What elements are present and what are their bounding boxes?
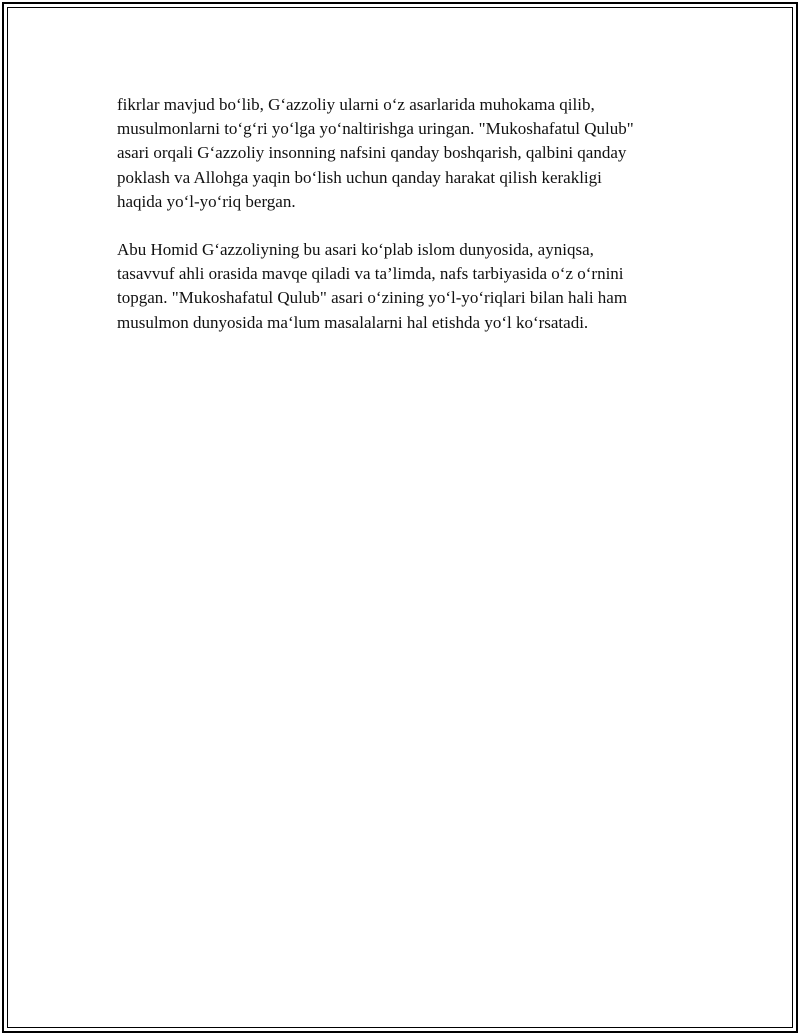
text-line: haqida yo‘l-yo‘riq bergan. xyxy=(117,191,296,211)
paragraph-2 xyxy=(117,238,677,335)
text-line: musulmon dunyosida ma‘lum masalalarni hal etishda yo‘l ko‘rsatadi. xyxy=(117,312,589,332)
document-body xyxy=(117,93,677,359)
text-line: asari orqali G‘azzoliy insonning nafsini qanday boshqarish, qalbini qanday xyxy=(117,143,627,163)
text-line: tasavvuf ahli orasida mavqe qiladi va ta’limda, nafs tarbiyasida o‘z o‘rnini xyxy=(117,264,624,284)
paragraph-1 xyxy=(117,93,677,214)
text-line: musulmonlarni to‘g‘ri yo‘lga yo‘naltirishga uringan. "Mukoshafatul Qulub" xyxy=(117,119,634,139)
text-line: topgan. "Mukoshafatul Qulub" asari o‘zining yo‘l-yo‘riqlari bilan hali ham xyxy=(117,288,628,308)
text-line: fikrlar mavjud bo‘lib, G‘azzoliy ularni o‘z asarlarida muhokama qilib, xyxy=(117,95,595,114)
text-line: Abu Homid G‘azzoliyning bu asari ko‘plab islom dunyosida, ayniqsa, xyxy=(117,240,594,260)
text-line: poklash va Allohga yaqin bo‘lish uchun qanday harakat qilish kerakligi xyxy=(117,167,602,187)
